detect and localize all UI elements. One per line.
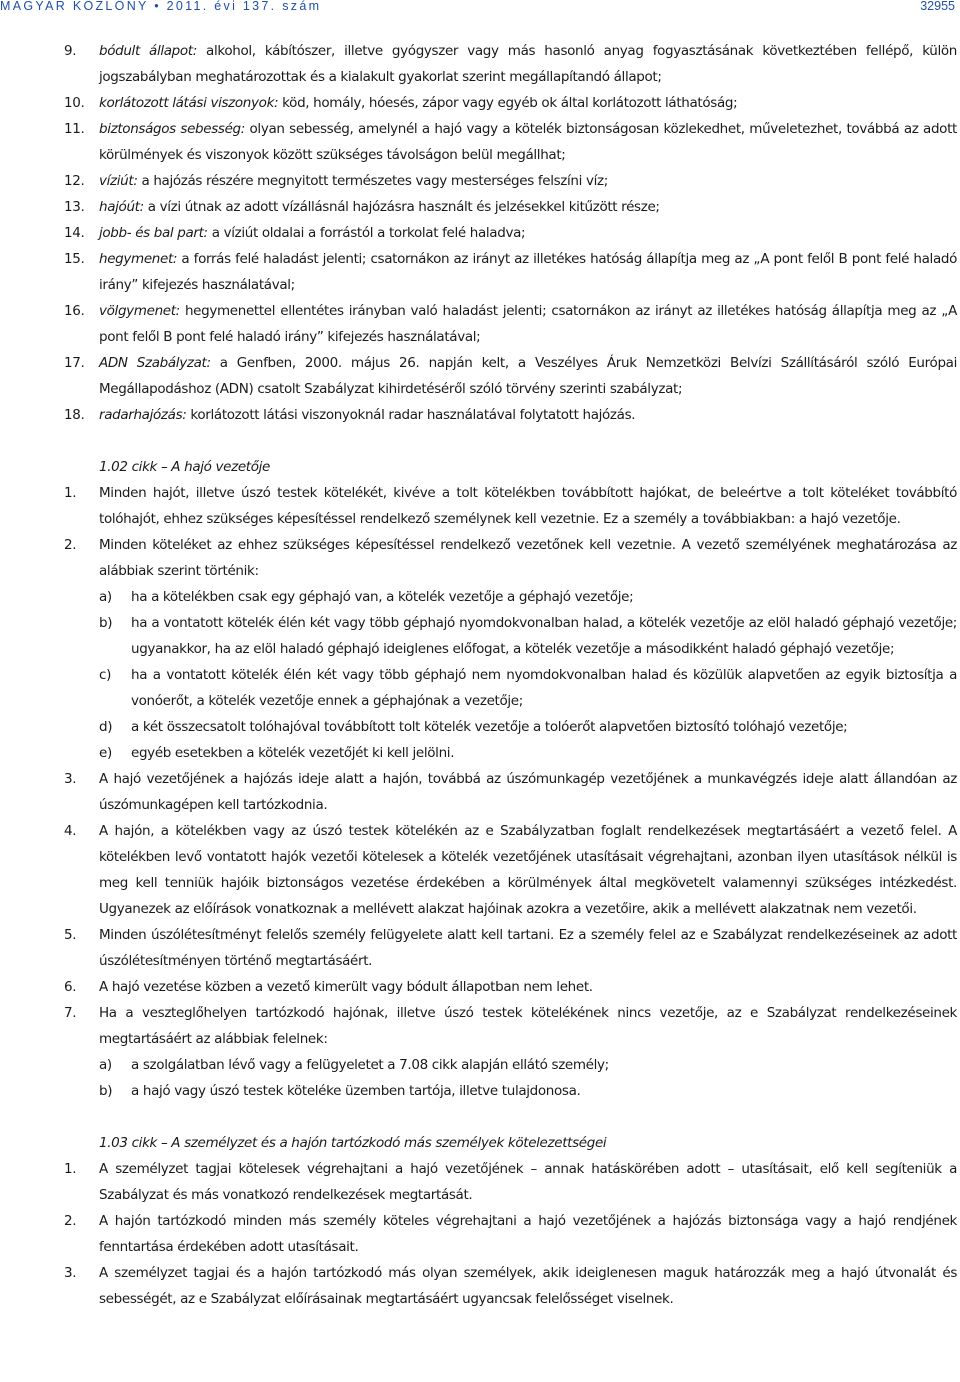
- definition-text: alkohol, kábítószer, illetve gyógyszer vagy más hasonló anyag fogyasztásának következtében fellépő, külön jogszabályban meghatározottak és a kialakult gyakorlat szerint megállapítandó állapot;: [99, 43, 957, 85]
- item-number: 10.: [64, 95, 85, 111]
- paragraph-text: A hajó vezetőjének a hajózás ideje alatt a hajón, továbbá az úszómunkagép vezetőjének a munkavégzés ideje alatt állandóan az úszómunkagépen kell tartózkodnia.: [99, 771, 957, 813]
- paragraph: [64, 1260, 957, 1312]
- paragraph-number: 5.: [64, 927, 77, 943]
- definition-item: [64, 298, 957, 350]
- paragraph-number: 2.: [64, 1213, 77, 1229]
- paragraph: [64, 480, 957, 532]
- sub-item: [64, 1052, 957, 1078]
- paragraph-text: Minden úszólétesítményt felelős személy felügyelete alatt kell tartani. Ez a személy felel az e Szabályzat rendelkezéseinek az adott úszólétesítményen történő megtartásáért.: [99, 927, 957, 969]
- sub-item: [64, 740, 957, 766]
- definition-text: a Genfben, 2000. május 26. napján kelt, a Veszélyes Áruk Nemzetközi Belvízi Szállításáról szóló Európai Megállapodáshoz (ADN) csatolt Szabályzat kihirdetéséről szóló törvény szerinti szabályzat;: [99, 355, 957, 397]
- item-number: 14.: [64, 225, 85, 241]
- definition-term: völgymenet:: [99, 303, 180, 319]
- sub-item-letter: a): [99, 589, 112, 605]
- paragraph-text: Minden hajót, illetve úszó testek kötelékét, kivéve a tolt kötelékben továbbított hajókat, de beleértve a tolt köteléket továbbító tolóhajót, ehhez szükséges képesítéssel rendelkező személynek kell vezetnie. Ez a személy a továbbiakban: a hajó vezetője.: [99, 485, 957, 527]
- definition-term: víziút:: [99, 173, 138, 189]
- paragraph-text: A személyzet tagjai és a hajón tartózkodó más olyan személyek, akik ideiglenesen maguk határozzák meg a hajó útvonalát és sebességét, az e Szabályzat előírásainak megtartásáért ugyancsak felelősséget viselnek.: [99, 1265, 957, 1307]
- paragraph-number: 6.: [64, 979, 77, 995]
- item-number: 11.: [64, 121, 85, 137]
- item-number: 9.: [64, 43, 77, 59]
- paragraph-number: 1.: [64, 1161, 77, 1177]
- paragraph-number: 3.: [64, 1265, 77, 1281]
- paragraph-number: 3.: [64, 771, 77, 787]
- item-number: 17.: [64, 355, 85, 371]
- sub-item-text: ha a kötelékben csak egy géphajó van, a kötelék vezetője a géphajó vezetője;: [131, 589, 634, 605]
- definition-item: [64, 194, 957, 220]
- sub-item: [64, 714, 957, 740]
- definition-text: köd, homály, hóesés, zápor vagy egyéb ok által korlátozott láthatóság;: [278, 95, 738, 111]
- journal-title: MAGYAR KÖZLÖNY • 2011. évi 137. szám: [0, 0, 322, 13]
- definition-term: jobb- és bal part:: [99, 225, 208, 241]
- definition-text: a víziút oldalai a forrástól a torkolat felé haladva;: [207, 225, 526, 241]
- definition-term: korlátozott látási viszonyok:: [99, 95, 279, 111]
- paragraph-number: 1.: [64, 485, 77, 501]
- definition-term: radarhajózás:: [99, 407, 187, 423]
- definition-item: [64, 116, 957, 168]
- document-body: [64, 38, 957, 1312]
- definition-term: biztonságos sebesség:: [99, 121, 245, 137]
- paragraph-text: A személyzet tagjai kötelesek végrehajtani a hajó vezetőjének – annak hatáskörében adott – utasításait, elő kell segíteniük a Szabályzat és más vonatkozó rendelkezések megtartását.: [99, 1161, 957, 1203]
- page-number: 32955: [920, 0, 955, 13]
- paragraph-number: 2.: [64, 537, 77, 553]
- definition-term: ADN Szabályzat:: [99, 355, 211, 371]
- sub-item-text: ha a vontatott kötelék élén két vagy több géphajó nem nyomdokvonalban halad és közülük alapvetően az egyik biztosítja a vonóerőt, a kötelék vezetője ennek a géphajónak a vezetője;: [131, 667, 957, 709]
- sub-item-letter: c): [99, 667, 111, 683]
- paragraph-text: Ha a veszteglőhelyen tartózkodó hajónak, illetve úszó testek kötelékének nincs vezetője, az e Szabályzat rendelkezéseinek megtartásáért az alábbiak felelnek:: [99, 1005, 957, 1047]
- sub-item-letter: d): [99, 719, 113, 735]
- definition-term: hegymenet:: [99, 251, 178, 267]
- sub-item: [64, 662, 957, 714]
- definition-item: [64, 350, 957, 402]
- sub-item-text: ha a vontatott kötelék élén két vagy több géphajó nyomdokvonalban halad, a kötelék vezetője az elöl haladó géphajó vezetője; ugyanakkor, ha az elöl haladó géphajó ideiglenes előfogat, a kötelék vezetője a másodikként haladó géphajó vezetője;: [131, 615, 957, 657]
- item-number: 18.: [64, 407, 85, 423]
- paragraph: [64, 1208, 957, 1260]
- definition-item: [64, 168, 957, 194]
- sub-item-letter: e): [99, 745, 112, 761]
- sub-item: [64, 1078, 957, 1104]
- definition-text: olyan sebesség, amelynél a hajó vagy a kötelék biztonságosan közlekedhet, műveletezhet, továbbá az adott körülmények és viszonyok között szükséges távolságon belül megállhat;: [99, 121, 957, 163]
- paragraph: [64, 974, 957, 1000]
- sub-item-text: a szolgálatban lévő vagy a felügyeletet a 7.08 cikk alapján ellátó személy;: [131, 1057, 609, 1073]
- sub-item-letter: b): [99, 615, 113, 631]
- item-number: 13.: [64, 199, 85, 215]
- sub-item: [64, 610, 957, 662]
- sub-item-text: a hajó vagy úszó testek köteléke üzemben tartója, illetve tulajdonosa.: [131, 1083, 581, 1099]
- page-header: [0, 0, 960, 13]
- definition-item: [64, 90, 957, 116]
- definition-term: hajóút:: [99, 199, 144, 215]
- definition-item: [64, 220, 957, 246]
- paragraph-text: A hajón tartózkodó minden más személy köteles végrehajtani a hajó vezetőjének a hajózás biztonsága vagy a hajó rendjének fenntartása érdekében adott utasításait.: [99, 1213, 957, 1255]
- definition-item: [64, 246, 957, 298]
- paragraph: [64, 1000, 957, 1052]
- item-number: 16.: [64, 303, 85, 319]
- section-title-103: 1.03 cikk – A személyzet és a hajón tartózkodó más személyek kötelezettségei: [99, 1135, 607, 1151]
- definition-item: [64, 38, 957, 90]
- definition-text: hegymenettel ellentétes irányban való haladást jelenti; csatornákon az irányt az illetékes hatóság állapítja meg az „A pont felől B pont felé haladó irány” kifejezés használatával;: [99, 303, 957, 345]
- sub-item-text: a két összecsatolt tolóhajóval továbbított tolt kötelék vezetője a tolóerőt alapvetően biztosító tolóhajó vezetője;: [131, 719, 848, 735]
- definition-text: korlátozott látási viszonyoknál radar használatával folytatott hajózás.: [186, 407, 636, 423]
- paragraph-text: A hajó vezetése közben a vezető kimerült vagy bódult állapotban nem lehet.: [99, 979, 593, 995]
- paragraph: [64, 1156, 957, 1208]
- definition-text: a forrás felé haladást jelenti; csatornákon az irányt az illetékes hatóság állapítja meg az „A pont felől B pont felé haladó irány” kifejezés használatával;: [99, 251, 957, 293]
- definition-text: a vízi útnak az adott vízállásnál hajózásra használt és jelzésekkel kitűzött része;: [143, 199, 660, 215]
- sub-item-text: egyéb esetekben a kötelék vezetőjét ki kell jelölni.: [131, 745, 455, 761]
- paragraph-text: A hajón, a kötelékben vagy az úszó testek kötelékén az e Szabályzatban foglalt rendelkezések megtartásáért a vezető felel. A kötelékben levő vontatott hajók vezetői kötelesek a kötelék vezetőjének utasításait végrehajtani, azonban ilyen utasítások nélkül is meg kell tenniük hajóik biztonságos vezetése érdekében a körülmények által megkövetelt valamennyi szükséges intézkedést. Ugyanezek az előírások vonatkoznak a mellévett alakzat hajóinak azokra a vezetőire, akik a mellévett alakzatnak nem vezetői.: [99, 823, 957, 917]
- paragraph: [64, 766, 957, 818]
- paragraph-number: 4.: [64, 823, 77, 839]
- paragraph-number: 7.: [64, 1005, 77, 1021]
- paragraph: [64, 818, 957, 922]
- definition-text: a hajózás részére megnyitott természetes vagy mesterséges felszíni víz;: [137, 173, 608, 189]
- sub-item-letter: a): [99, 1057, 112, 1073]
- sub-item-letter: b): [99, 1083, 113, 1099]
- paragraph: [64, 532, 957, 584]
- item-number: 15.: [64, 251, 85, 267]
- section-title-102: 1.02 cikk – A hajó vezetője: [99, 459, 270, 475]
- definition-item: [64, 402, 957, 428]
- item-number: 12.: [64, 173, 85, 189]
- sub-item: [64, 584, 957, 610]
- paragraph: [64, 922, 957, 974]
- paragraph-text: Minden köteléket az ehhez szükséges képesítéssel rendelkező vezetőnek kell vezetnie. A vezető személyének meghatározása az alábbiak szerint történik:: [99, 537, 957, 579]
- definition-term: bódult állapot:: [99, 43, 197, 59]
